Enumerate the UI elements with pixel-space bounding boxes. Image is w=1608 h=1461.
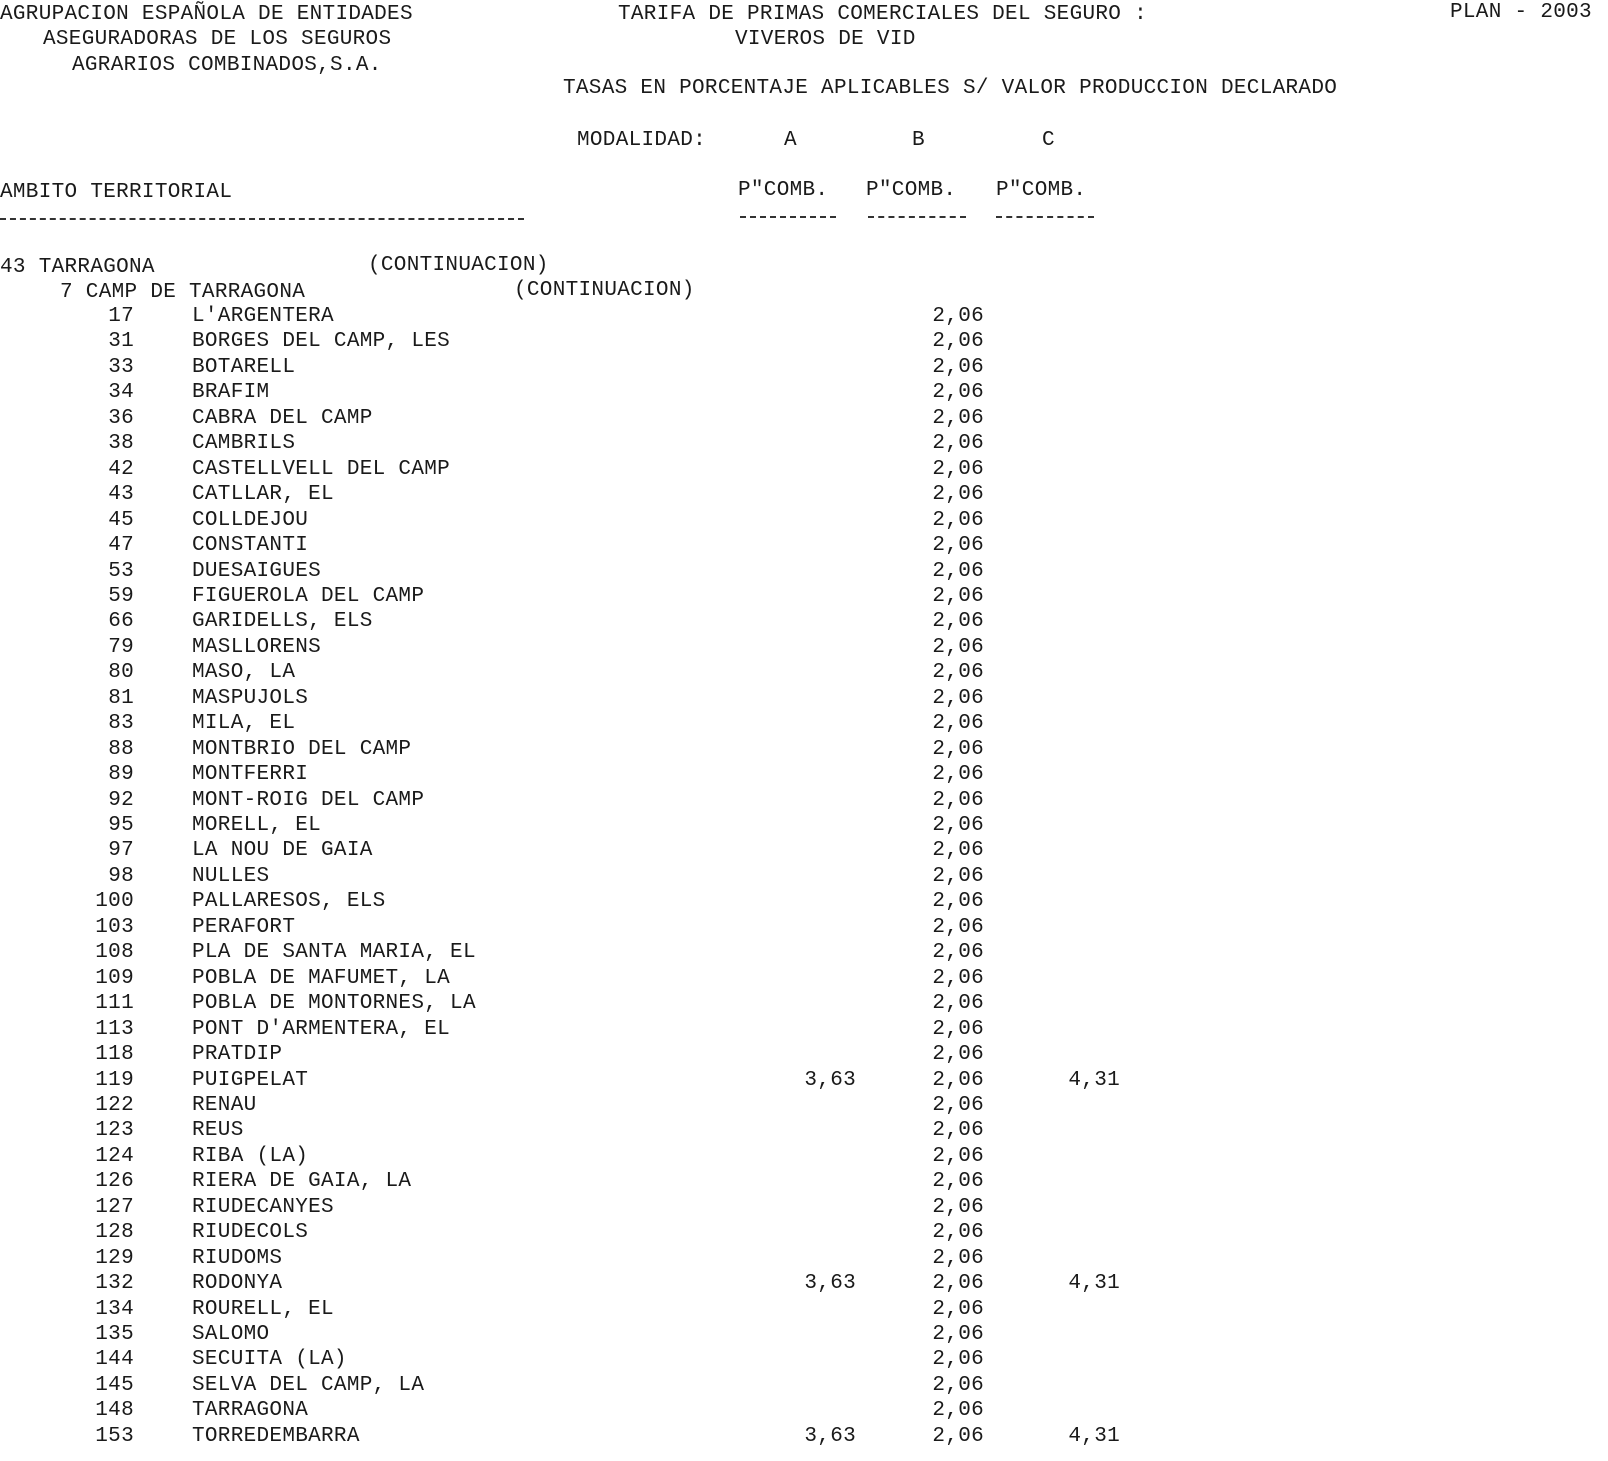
rate-modalidad-c: 4,31 [1068, 1068, 1120, 1092]
municipality-code: 135 [95, 1323, 134, 1346]
table-row [0, 662, 1200, 687]
table-row [0, 688, 1200, 713]
municipality-name: RIUDECANYES [192, 1195, 334, 1219]
rate-modalidad-b: 2,06 [932, 966, 984, 990]
municipality-code: 34 [108, 381, 134, 405]
table-row [0, 611, 1200, 636]
table-row [0, 1426, 1200, 1451]
table-row [0, 1222, 1200, 1247]
table-row [0, 1019, 1200, 1044]
modalidad-a: A [784, 129, 797, 152]
rate-modalidad-b: 2,06 [932, 1221, 984, 1245]
modalidad-c: C [1042, 129, 1055, 152]
rate-modalidad-b: 2,06 [932, 330, 984, 354]
org-name-line1: AGRUPACION ESPAÑOLA DE ENTIDADES [0, 3, 413, 26]
municipality-name: RENAU [192, 1093, 257, 1117]
municipality-code: 122 [95, 1093, 134, 1117]
municipality-name: RIBA (LA) [192, 1144, 309, 1168]
municipality-code: 79 [108, 635, 134, 659]
table-row [0, 1044, 1200, 1069]
municipality-code: 45 [108, 508, 134, 532]
municipality-code: 59 [108, 584, 134, 608]
province-continuation-note: (CONTINUACION) [368, 254, 549, 277]
province-heading: 43 TARRAGONA [0, 256, 155, 279]
rate-modalidad-c: 4,31 [1068, 1272, 1120, 1296]
rate-modalidad-b: 2,06 [932, 305, 984, 328]
municipality-code: 144 [95, 1348, 134, 1372]
rate-modalidad-b: 2,06 [932, 483, 984, 507]
rate-modalidad-b: 2,06 [932, 457, 984, 481]
rate-modalidad-b: 2,06 [932, 1348, 984, 1372]
rate-modalidad-a: 3,63 [804, 1272, 856, 1296]
municipality-name: MASO, LA [192, 661, 296, 685]
table-row [0, 433, 1200, 458]
municipality-name: PALLARESOS, ELS [192, 890, 386, 914]
table-row [0, 586, 1200, 611]
table-row [0, 1248, 1200, 1273]
rate-modalidad-b: 2,06 [932, 890, 984, 914]
municipality-name: L'ARGENTERA [192, 305, 334, 328]
rate-modalidad-b: 2,06 [932, 406, 984, 430]
table-row [0, 790, 1200, 815]
municipality-code: 119 [95, 1068, 134, 1092]
org-name-line2: ASEGURADORAS DE LOS SEGUROS [43, 28, 392, 51]
rate-modalidad-b: 2,06 [932, 992, 984, 1016]
rate-modalidad-c: 4,31 [1068, 1424, 1120, 1448]
modalidad-b: B [912, 129, 925, 152]
table-row [0, 1324, 1200, 1349]
table-row [0, 510, 1200, 535]
rate-modalidad-b: 2,06 [932, 1399, 984, 1423]
municipality-code: 103 [95, 915, 134, 939]
rate-modalidad-b: 2,06 [932, 1246, 984, 1270]
rate-modalidad-b: 2,06 [932, 1144, 984, 1168]
rate-modalidad-b: 2,06 [932, 839, 984, 863]
rate-modalidad-b: 2,06 [932, 1119, 984, 1143]
rate-modalidad-b: 2,06 [932, 1424, 984, 1448]
municipality-code: 89 [108, 763, 134, 787]
table-row [0, 1070, 1200, 1095]
comarca-heading: 7 CAMP DE TARRAGONA [60, 281, 306, 304]
plan-label: PLAN - 2003 [1450, 1, 1592, 24]
table-row [0, 840, 1200, 865]
table-row [0, 1095, 1200, 1120]
rate-modalidad-b: 2,06 [932, 1373, 984, 1397]
rate-modalidad-b: 2,06 [932, 610, 984, 634]
municipality-name: RIUDECOLS [192, 1221, 309, 1245]
rate-modalidad-b: 2,06 [932, 508, 984, 532]
municipality-code: 118 [95, 1043, 134, 1067]
rate-modalidad-b: 2,06 [932, 1043, 984, 1067]
column-header-ambito: AMBITO TERRITORIAL [0, 181, 233, 204]
rate-modalidad-b: 2,06 [932, 661, 984, 685]
municipality-code: 100 [95, 890, 134, 914]
municipality-name: POBLA DE MAFUMET, LA [192, 966, 451, 990]
rate-modalidad-b: 2,06 [932, 915, 984, 939]
municipality-name: PERAFORT [192, 915, 296, 939]
rate-modalidad-b: 2,06 [932, 941, 984, 965]
municipality-name: REUS [192, 1119, 244, 1143]
rate-modalidad-b: 2,06 [932, 1272, 984, 1296]
table-row [0, 713, 1200, 738]
municipality-code: 95 [108, 814, 134, 837]
table-row [0, 1273, 1200, 1298]
municipality-code: 17 [108, 305, 134, 328]
table-row [0, 1375, 1200, 1400]
table-row [0, 331, 1200, 356]
municipality-code: 81 [108, 686, 134, 710]
table-row [0, 993, 1200, 1018]
rate-modalidad-b: 2,06 [932, 788, 984, 812]
table-row [0, 535, 1200, 560]
municipality-name: MONTFERRI [192, 763, 309, 787]
table-row [0, 739, 1200, 764]
table-row [0, 815, 1200, 840]
municipality-code: 132 [95, 1272, 134, 1296]
rate-modalidad-b: 2,06 [932, 635, 984, 659]
municipality-name: PONT D'ARMENTERA, EL [192, 1017, 451, 1041]
municipality-name: ROURELL, EL [192, 1297, 334, 1321]
municipality-name: CONSTANTI [192, 534, 309, 558]
municipality-name: BRAFIM [192, 381, 270, 405]
municipality-code: 33 [108, 355, 134, 379]
document-title-product: VIVEROS DE VID [735, 28, 916, 51]
municipality-code: 80 [108, 661, 134, 685]
table-row [0, 408, 1200, 433]
table-row [0, 1146, 1200, 1171]
municipality-code: 83 [108, 712, 134, 736]
table-row [0, 891, 1200, 916]
document-subtitle: TASAS EN PORCENTAJE APLICABLES S/ VALOR PRODUCCION DECLARADO [563, 77, 1338, 100]
table-row [0, 917, 1200, 942]
rate-modalidad-b: 2,06 [932, 559, 984, 583]
rate-modalidad-b: 2,06 [932, 1170, 984, 1194]
modalidad-label: MODALIDAD: [577, 129, 707, 152]
rate-modalidad-b: 2,06 [932, 1093, 984, 1117]
rate-modalidad-b: 2,06 [932, 1068, 984, 1092]
rate-modalidad-b: 2,06 [932, 355, 984, 379]
municipality-code: 129 [95, 1246, 134, 1270]
municipality-name: RIERA DE GAIA, LA [192, 1170, 412, 1194]
rate-modalidad-b: 2,06 [932, 432, 984, 456]
municipality-code: 97 [108, 839, 134, 863]
rate-modalidad-b: 2,06 [932, 814, 984, 837]
header-divider-ambito [0, 218, 524, 220]
municipality-code: 92 [108, 788, 134, 812]
table-row [0, 484, 1200, 509]
municipality-code: 123 [95, 1119, 134, 1143]
rate-modalidad-b: 2,06 [932, 534, 984, 558]
municipality-code: 128 [95, 1221, 134, 1245]
table-row [0, 1400, 1200, 1425]
rate-modalidad-b: 2,06 [932, 737, 984, 761]
municipality-name: RIUDOMS [192, 1246, 283, 1270]
municipality-code: 42 [108, 457, 134, 481]
rate-modalidad-b: 2,06 [932, 1195, 984, 1219]
municipality-name: TARRAGONA [192, 1399, 309, 1423]
table-row [0, 459, 1200, 484]
municipality-code: 145 [95, 1373, 134, 1397]
column-header-c: P"COMB. [996, 179, 1087, 202]
municipality-name: SELVA DEL CAMP, LA [192, 1373, 425, 1397]
municipality-name: MILA, EL [192, 712, 296, 736]
municipality-name: MASPUJOLS [192, 686, 309, 710]
table-row [0, 764, 1200, 789]
table-row [0, 1120, 1200, 1145]
table-row [0, 968, 1200, 993]
municipality-code: 134 [95, 1297, 134, 1321]
municipality-name: SALOMO [192, 1323, 270, 1346]
municipality-code: 108 [95, 941, 134, 965]
municipality-name: BOTARELL [192, 355, 296, 379]
rate-modalidad-b: 2,06 [932, 1017, 984, 1041]
rate-modalidad-b: 2,06 [932, 584, 984, 608]
municipality-name: MASLLORENS [192, 635, 322, 659]
rate-modalidad-b: 2,06 [932, 864, 984, 888]
header-divider-c [996, 216, 1094, 218]
municipality-name: PRATDIP [192, 1043, 283, 1067]
org-name-line3: AGRARIOS COMBINADOS,S.A. [72, 54, 382, 77]
municipality-code: 36 [108, 406, 134, 430]
municipality-name: SECUITA (LA) [192, 1348, 347, 1372]
municipality-name: BORGES DEL CAMP, LES [192, 330, 451, 354]
municipality-code: 113 [95, 1017, 134, 1041]
municipality-code: 111 [95, 992, 134, 1016]
municipality-code: 127 [95, 1195, 134, 1219]
rate-modalidad-b: 2,06 [932, 686, 984, 710]
municipality-name: PUIGPELAT [192, 1068, 309, 1092]
rate-modalidad-b: 2,06 [932, 1297, 984, 1321]
municipality-name: CATLLAR, EL [192, 483, 334, 507]
document-title: TARIFA DE PRIMAS COMERCIALES DEL SEGURO : [618, 3, 1147, 26]
column-header-b: P"COMB. [866, 179, 957, 202]
table-row [0, 561, 1200, 586]
municipality-code: 88 [108, 737, 134, 761]
table-row [0, 942, 1200, 967]
municipality-name: GARIDELLS, ELS [192, 610, 373, 634]
rate-modalidad-a: 3,63 [804, 1068, 856, 1092]
rate-modalidad-b: 2,06 [932, 1323, 984, 1346]
municipality-code: 148 [95, 1399, 134, 1423]
municipality-name: MONT-ROIG DEL CAMP [192, 788, 425, 812]
table-row [0, 1171, 1200, 1196]
municipality-name: FIGUEROLA DEL CAMP [192, 584, 425, 608]
municipality-code: 31 [108, 330, 134, 354]
column-header-a: P"COMB. [738, 179, 829, 202]
rate-modalidad-b: 2,06 [932, 712, 984, 736]
municipality-code: 47 [108, 534, 134, 558]
rate-modalidad-b: 2,06 [932, 763, 984, 787]
rate-modalidad-a: 3,63 [804, 1424, 856, 1448]
municipality-code: 109 [95, 966, 134, 990]
table-row [0, 357, 1200, 382]
municipality-code: 43 [108, 483, 134, 507]
municipality-code: 98 [108, 864, 134, 888]
table-row [0, 1349, 1200, 1374]
municipality-name: MONTBRIO DEL CAMP [192, 737, 412, 761]
municipality-name: DUESAIGUES [192, 559, 322, 583]
municipality-name: CASTELLVELL DEL CAMP [192, 457, 451, 481]
rate-modalidad-b: 2,06 [932, 381, 984, 405]
municipality-code: 126 [95, 1170, 134, 1194]
municipality-name: POBLA DE MONTORNES, LA [192, 992, 476, 1016]
municipality-name: TORREDEMBARRA [192, 1424, 360, 1448]
municipality-name: LA NOU DE GAIA [192, 839, 373, 863]
table-row [0, 637, 1200, 662]
header-divider-a [740, 216, 836, 218]
table-row [0, 1197, 1200, 1222]
municipality-name: COLLDEJOU [192, 508, 309, 532]
municipality-name: CABRA DEL CAMP [192, 406, 373, 430]
table-row [0, 306, 1200, 331]
municipality-code: 66 [108, 610, 134, 634]
municipality-name: PLA DE SANTA MARIA, EL [192, 941, 476, 965]
municipality-code: 153 [95, 1424, 134, 1448]
municipality-code: 53 [108, 559, 134, 583]
municipality-name: RODONYA [192, 1272, 283, 1296]
municipality-name: MORELL, EL [192, 814, 322, 837]
comarca-continuation-note: (CONTINUACION) [514, 279, 695, 302]
header-divider-b [868, 216, 966, 218]
table-row [0, 866, 1200, 891]
table-row [0, 1299, 1200, 1324]
municipality-name: NULLES [192, 864, 270, 888]
table-row [0, 382, 1200, 407]
municipality-code: 38 [108, 432, 134, 456]
municipality-code: 124 [95, 1144, 134, 1168]
municipality-name: CAMBRILS [192, 432, 296, 456]
